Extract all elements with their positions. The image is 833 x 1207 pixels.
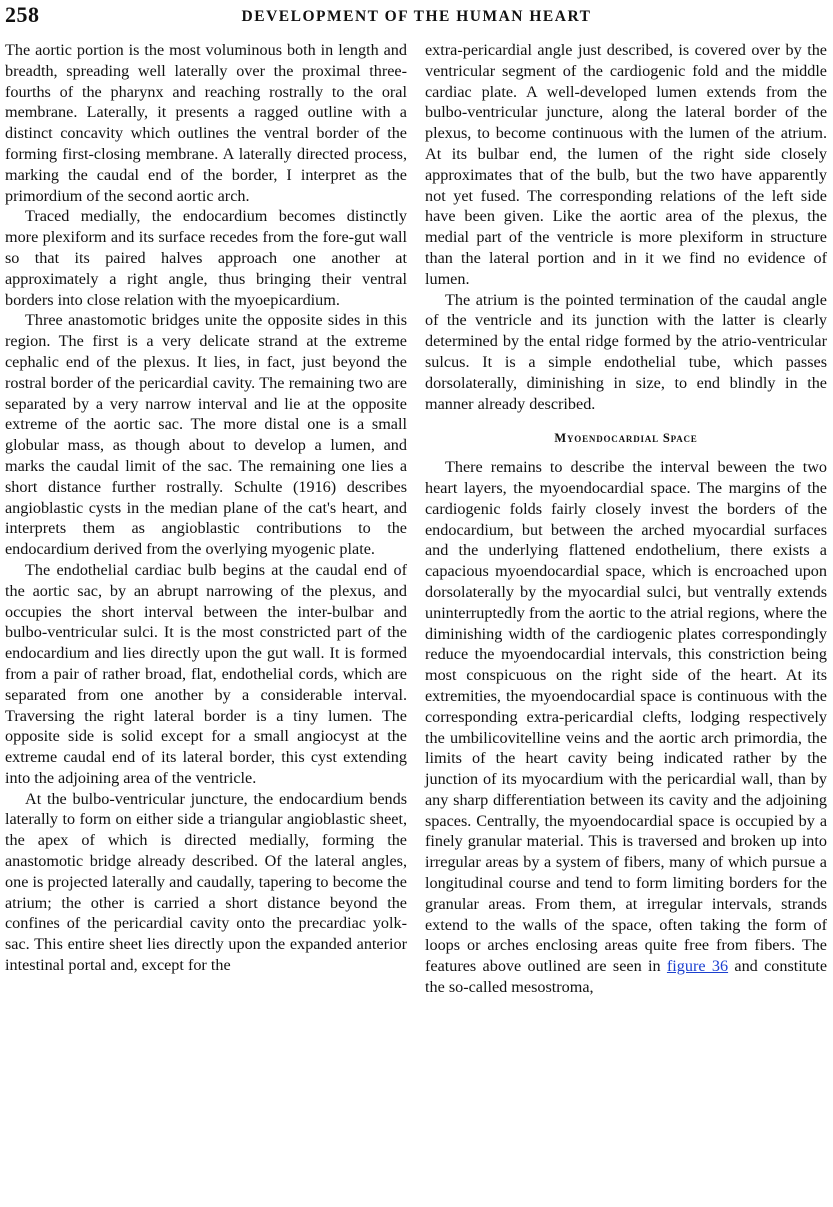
paragraph-myoendocardial-tail: and constitute the so-called mesostroma, [425,957,828,997]
right-column [425,40,827,998]
paragraph-extra-pericardial-angle: extra-pericardial angle just described, is covered over by the ventricular segment of the cardiogenic fold and the middle cardiac plate. A well-developed lumen extends from the bulbo-ventricular juncture, along the lateral border of the plexus, to become continuous with the lumen of the atrium. At its bulbar end, the lumen of the right side closely approximates that of the bulb, but the two have apparently not yet fused. The corresponding relations of the left side have been given. Like the aortic area of the plexus, the medial part of the ventricle is more plexiform in structure than the lateral portion and in it we find no evidence of lumen. [425,41,827,288]
paragraph-myoendocardial-space [425,457,827,998]
page-number: 258 [5,2,40,27]
paragraph-cardiac-bulb: The endothelial cardiac bulb begins at the caudal end of the aortic sac, by an abrupt narrowing of the plexus, and occupies the short interval between the inter-bulbar and bulbo-ventricular sulci. It is the most constricted part of the endocardium and lies directly upon the gut wall. It is formed from a pair of rather broad, flat, endothelial cords, which are separated from one another by a considerable interval. Traversing the right lateral border is a tiny lumen. The opposite side is solid except for a small angiocyst at the extreme caudal end of its lateral border, this cyst extending into the adjoining area of the ventricle. [5,560,407,787]
paragraph-anastomotic-bridges: Three anastomotic bridges unite the opposite sides in this region. The first is a very delicate strand at the extreme cephalic end of the plexus. It lies, in fact, just beyond the rostral border of the pericardial cavity. The remaining two are separated by a very narrow interval and lie at the opposite extreme of the aortic sac. The more distal one is a small globular mass, as though about to develop a lumen, and marks the caudal limit of the sac. The remaining one lies a short distance further rostrally. Schulte (1916) describes angioblastic cysts in the median plane of the cat's heart, and interprets them as angioblastic contributions to the endocardium derived from the overlying myogenic plate. [5,311,407,559]
paragraph-bulbo-ventricular-juncture: At the bulbo-ventricular juncture, the endocardium bends laterally to form on either side a triangular angioblastic sheet, the apex of which is directed medially, forming the anastomotic bridge already described. Of the lateral angles, one is projected laterally and caudally, tapering to become the atrium; the other is carried a short distance beyond the confines of the pericardial cavity onto the precardiac yolk-sac. This entire sheet lies directly upon the expanded anterior intestinal portal and, except for the [5,789,407,975]
page-header [5,2,828,36]
running-title: DEVELOPMENT OF THE HUMAN HEART [241,8,592,25]
section-heading: Myoendocardial Space [554,431,698,446]
figure-36-link[interactable]: figure 36 [666,957,729,976]
left-column [5,40,407,976]
paragraph-aortic-portion: The aortic portion is the most voluminous both in length and breadth, spreading well laterally over the proximal three-fourths of the pharynx and reaching rostrally to the oral membrane. Laterally, it presents a ragged outline with a distinct concavity which outlines the ventral border of the forming first-closing membrane. A laterally directed process, marking the caudal end of the border, I interpret as the primordium of the second aortic arch. [5,41,407,205]
paragraph-myoendocardial-text: There remains to describe the interval beween the two heart layers, the myoendocardial space. The margins of the cardiogenic folds fairly closely invest the borders of the endocardium, but between the arched myocardial surfaces and the underlying flattened endothelium, there exists a capacious myoendocardial space, which is encroached upon dorsolaterally by the myocardial sulci, but ventrally extends uninterruptedly from the aortic to the atrial regions, where the diminishing width of the cardiogenic plates correspondingly reduce the myoendocardial intervals, this constriction being most conspicuous on the right side of the heart. At its extremities, the myoendocardial space is continuous with the corresponding extra-pericardial clefts, lodging respectively the umbilicovitelline veins and the aortic arch primordia, the limits of the heart cavity being indicated rather by the junction of its myocardium with the pericardial wall, than by any sharp differentiation between its cavity and the adjoining spaces. Centrally, the myoendocardial space is occupied by a finely granular material. This is traversed and broken up into irregular areas by a system of fibers, many of which pursue a longitudinal course and tend to form limiting borders for the granular areas. From them, at irregular intervals, strands extend to the walls of the space, often taking the form of loops or arches enclosing areas quite free from fibers. The features above outlined are seen in [425,458,827,976]
paragraph-atrium: The atrium is the pointed termination of the caudal angle of the ventricle and its junction with the latter is clearly determined by the ental ridge formed by the atrio-ventricular sulcus. It is a simple endothelial tube, which passes dorsolaterally, diminishing in size, to end blindly in the manner already described. [425,290,827,413]
paragraph-traced-medially: Traced medially, the endocardium becomes distinctly more plexiform and its surface recedes from the fore-gut wall so that its paired halves approach one another at approximately a right angle, thus bringing their ventral borders into close relation with the myoepicardium. [5,207,407,309]
